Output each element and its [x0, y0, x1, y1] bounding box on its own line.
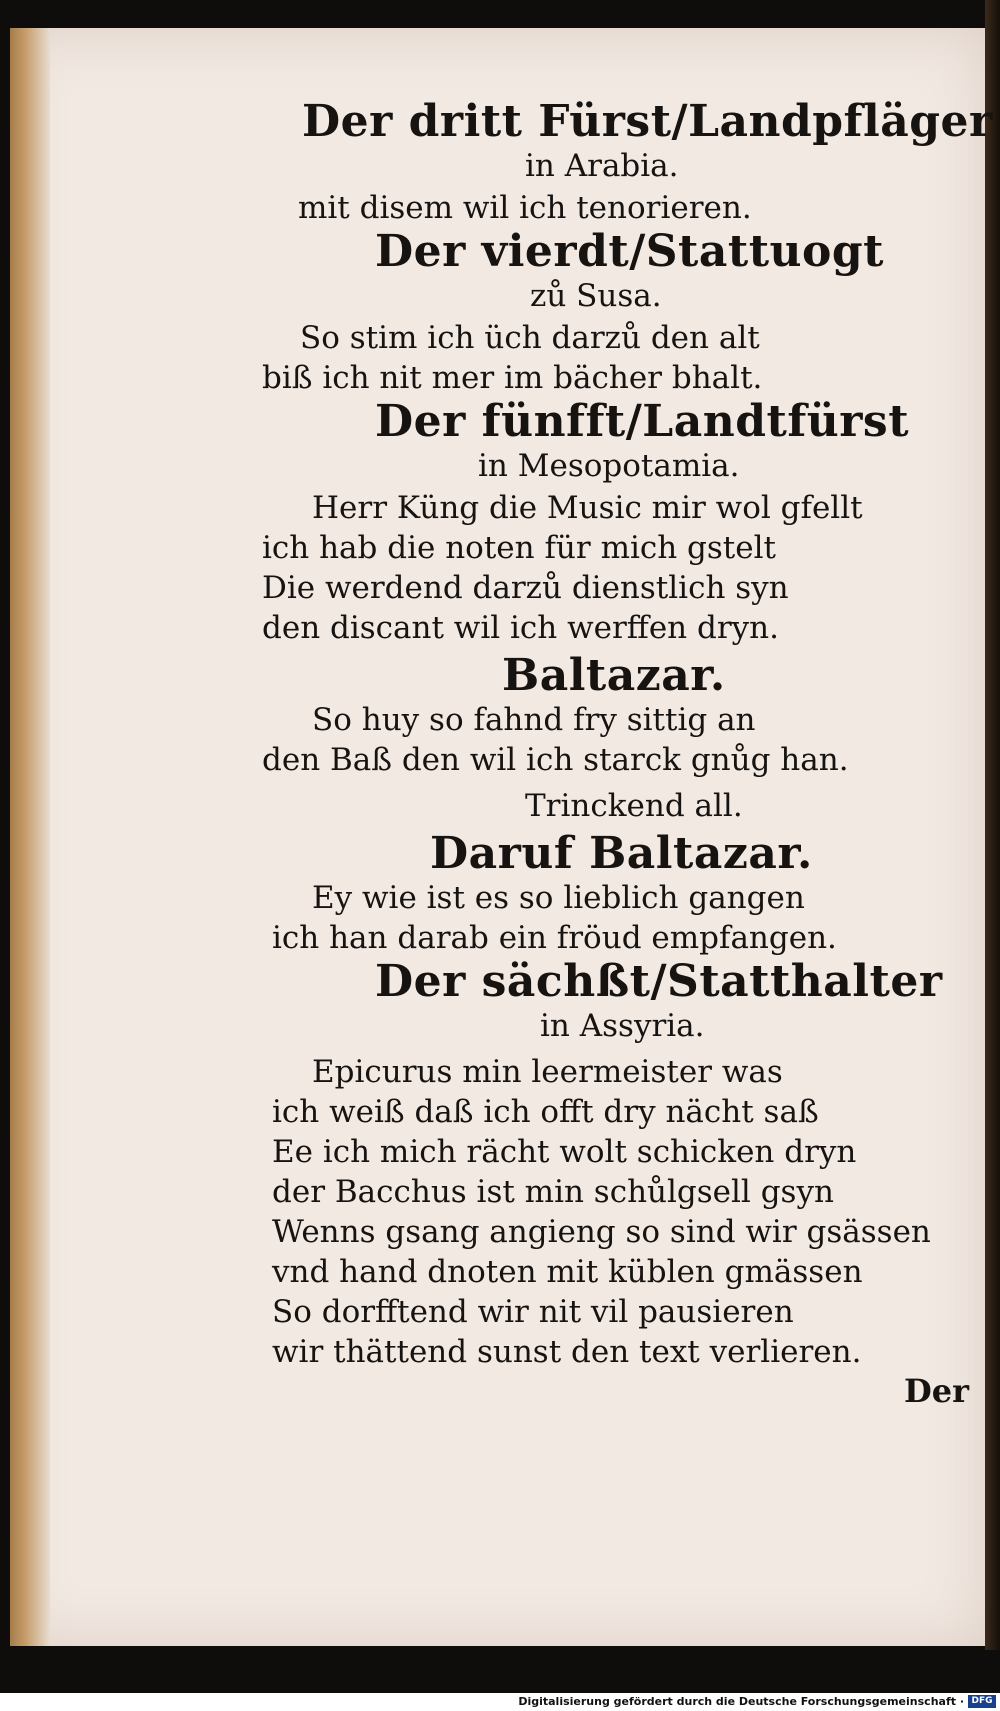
verse-line: ich weiß daß ich offt dry nächt saß [272, 1094, 819, 1130]
subheading-susa: zů Susa. [530, 278, 662, 314]
verse-line: den discant wil ich werffen dryn. [262, 610, 779, 646]
verse-line: Ey wie ist es so lieblich gangen [312, 880, 805, 916]
verse-line: den Baß den wil ich starck gnůg han. [262, 742, 849, 778]
verse-line: So dorfftend wir nit vil pausieren [272, 1294, 794, 1330]
heading-vierdt-stattuogt: Der vierdt/Stattuogt [375, 226, 884, 277]
verse-line: Ee ich mich rächt wolt schicken dryn [272, 1134, 857, 1170]
heading-daruf-baltazar: Daruf Baltazar. [430, 828, 813, 879]
subheading-assyria: in Assyria. [540, 1008, 705, 1044]
stage-direction: Trinckend all. [525, 788, 743, 824]
verse-line: biß ich nit mer im bächer bhalt. [262, 360, 763, 396]
verse-line: ich han darab ein fröud empfangen. [272, 920, 837, 956]
heading-dritt-fuerst: Der dritt Fürst/Landpfläger [302, 96, 993, 147]
verse-line: Die werdend darzů dienstlich syn [262, 570, 789, 606]
verse-line: Wenns gsang angieng so sind wir gsässen [272, 1214, 931, 1250]
verse-line: ich hab die noten für mich gstelt [262, 530, 776, 566]
verse-line: So huy so fahnd fry sittig an [312, 702, 756, 738]
verse-line: So stim ich üch darzů den alt [300, 320, 760, 356]
subheading-arabia: in Arabia. [525, 148, 679, 184]
verse-line: mit disem wil ich tenorieren. [298, 190, 752, 226]
verse-line: wir thättend sunst den text verlieren. [272, 1334, 862, 1370]
subheading-mesopotamia: in Mesopotamia. [478, 448, 740, 484]
verse-line: vnd hand dnoten mit küblen gmässen [272, 1254, 863, 1290]
catchword: Der [904, 1372, 969, 1410]
verse-line: Herr Küng die Music mir wol gfellt [312, 490, 863, 526]
heading-baltazar: Baltazar. [502, 650, 726, 701]
verse-line: Epicurus min leermeister was [312, 1054, 783, 1090]
dfg-logo: DFG [968, 1695, 996, 1708]
footer-credit: Digitalisierung gefördert durch die Deutsche Forschungsgemeinschaft · [518, 1695, 964, 1708]
verse-line: der Bacchus ist min schůlgsell gsyn [272, 1174, 834, 1210]
heading-fuenfft-landtfuerst: Der fünfft/Landtfürst [375, 396, 910, 447]
heading-saechsst-statthalter: Der sächßt/Statthalter [375, 956, 943, 1007]
